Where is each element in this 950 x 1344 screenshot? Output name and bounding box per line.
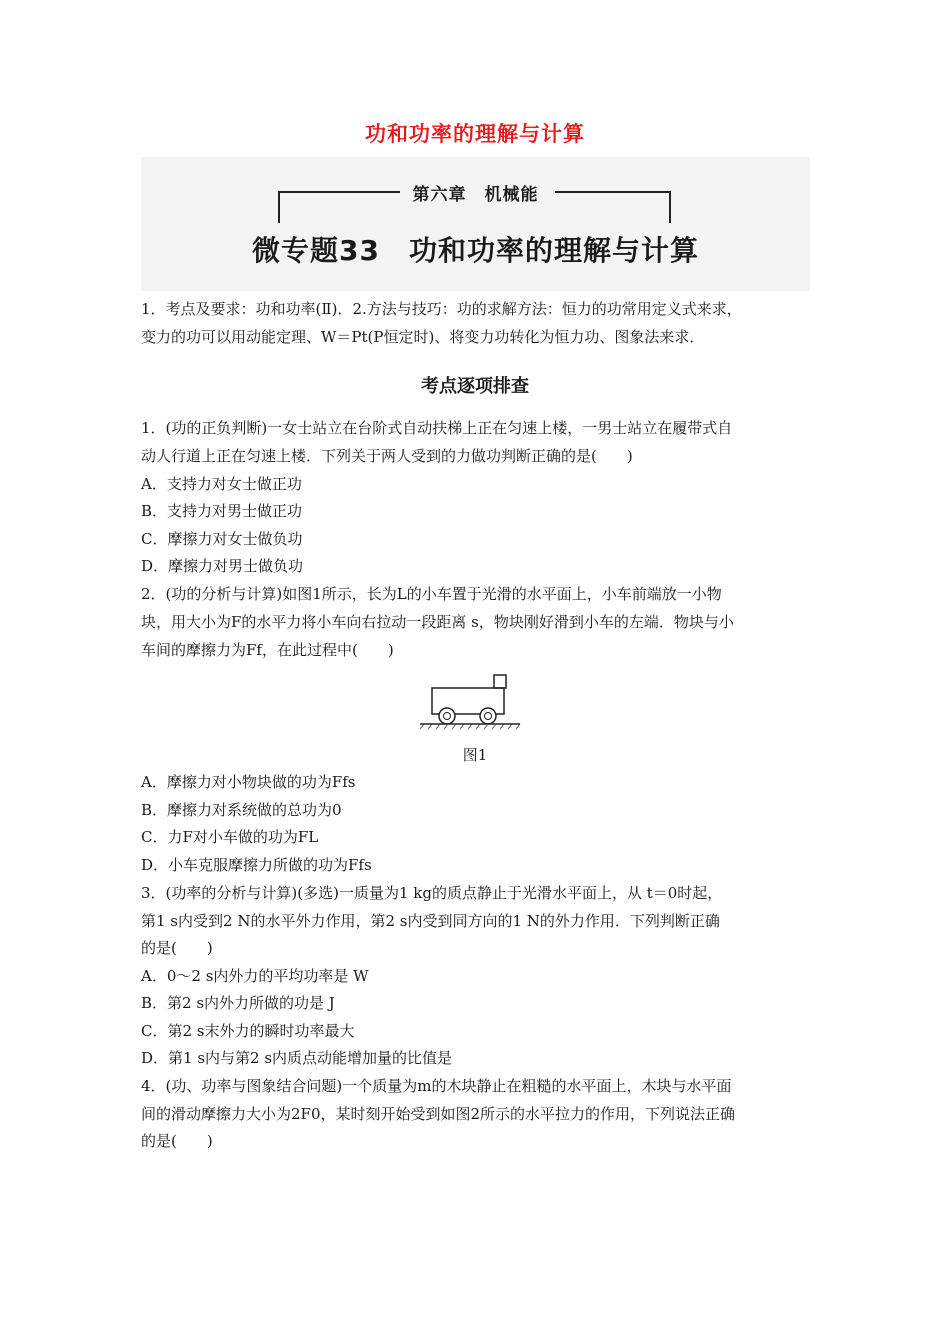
q1-stem-line: 1．(功的正负判断)一女士站立在台阶式自动扶梯上正在匀速上楼，一男士站立在履带式自 — [141, 419, 733, 437]
q1-option-d: D．摩擦力对男士做负功 — [141, 557, 304, 575]
cart-wheel-right — [480, 708, 496, 724]
figure-caption: 图1 — [462, 746, 488, 764]
cart-wheel-left — [439, 708, 455, 724]
q2-option-d: D．小车克服摩擦力所做的功为Ffs — [141, 856, 372, 874]
q4-stem-line: 的是( ) — [141, 1132, 213, 1150]
q3-stem-line: 的是( ) — [141, 939, 213, 957]
chapter-banner — [141, 157, 810, 291]
q4-stem-line: 4．(功、功率与图象结合问题)一个质量为m的木块静止在粗糙的水平面上，木块与水平面 — [141, 1077, 732, 1095]
q1-option-c: C．摩擦力对女士做负功 — [141, 530, 303, 548]
intro-line: 变力的功可以用动能定理、W＝Pt(P恒定时)、将变力功转化为恒力功、图象法来求． — [141, 328, 705, 346]
intro-line: 1．考点及要求：功和功率(Ⅱ)．2.方法与技巧：功的求解方法：恒力的功常用定义式来求， — [141, 300, 742, 318]
q1-option-a: A．支持力对女士做正功 — [141, 475, 302, 493]
q2-option-c: C．力F对小车做的功为FL — [141, 828, 319, 846]
section-heading: 考点逐项排查 — [421, 376, 529, 397]
q1-option-b: B．支持力对男士做正功 — [141, 502, 303, 520]
q2-stem-line: 块，用大小为F的水平力将小车向右拉动一段距离 s，物块刚好滑到小车的左端．物块与小 — [141, 613, 734, 631]
q2-option-a: A．摩擦力对小物块做的功为Ffs — [141, 773, 356, 791]
q1-stem-line: 动人行道上正在匀速上楼．下列关于两人受到的力做功判断正确的是( ) — [141, 447, 633, 465]
q3-stem-line: 3．(功率的分析与计算)(多选)一质量为1 kg的质点静止于光滑水平面上，从 t＝0时起， — [141, 884, 723, 902]
q3-option-c: C．第2 s末外力的瞬时功率最大 — [141, 1022, 355, 1040]
q2-option-b: B．摩擦力对系统做的总功为0 — [141, 801, 342, 819]
chapter-label: 第六章 机械能 — [412, 185, 539, 205]
q3-stem-line: 第1 s内受到2 N的水平外力作用，第2 s内受到同方向的1 N的外力作用．下列判断正确 — [141, 912, 720, 930]
q2-stem-line: 车间的摩擦力为Ff，在此过程中( ) — [141, 641, 394, 659]
q2-stem-line: 2．(功的分析与计算)如图1所示，长为L的小车置于光滑的水平面上，小车前端放一小物 — [141, 585, 722, 603]
document-title: 功和功率的理解与计算 — [365, 121, 585, 146]
q3-option-a: A．0～2 s内外力的平均功率是 W — [141, 967, 369, 985]
block-on-cart — [494, 675, 506, 688]
cart-figure — [420, 670, 530, 732]
q4-stem-line: 间的滑动摩擦力大小为2F0，某时刻开始受到如图2所示的水平拉力的作用，下列说法正确 — [141, 1105, 736, 1123]
q3-option-d: D．第1 s内与第2 s内质点动能增加量的比值是 — [141, 1049, 453, 1067]
q3-option-b: B．第2 s内外力所做的功是 J — [141, 994, 335, 1012]
topic-subtitle: 微专题33 功和功率的理解与计算 — [252, 234, 699, 267]
